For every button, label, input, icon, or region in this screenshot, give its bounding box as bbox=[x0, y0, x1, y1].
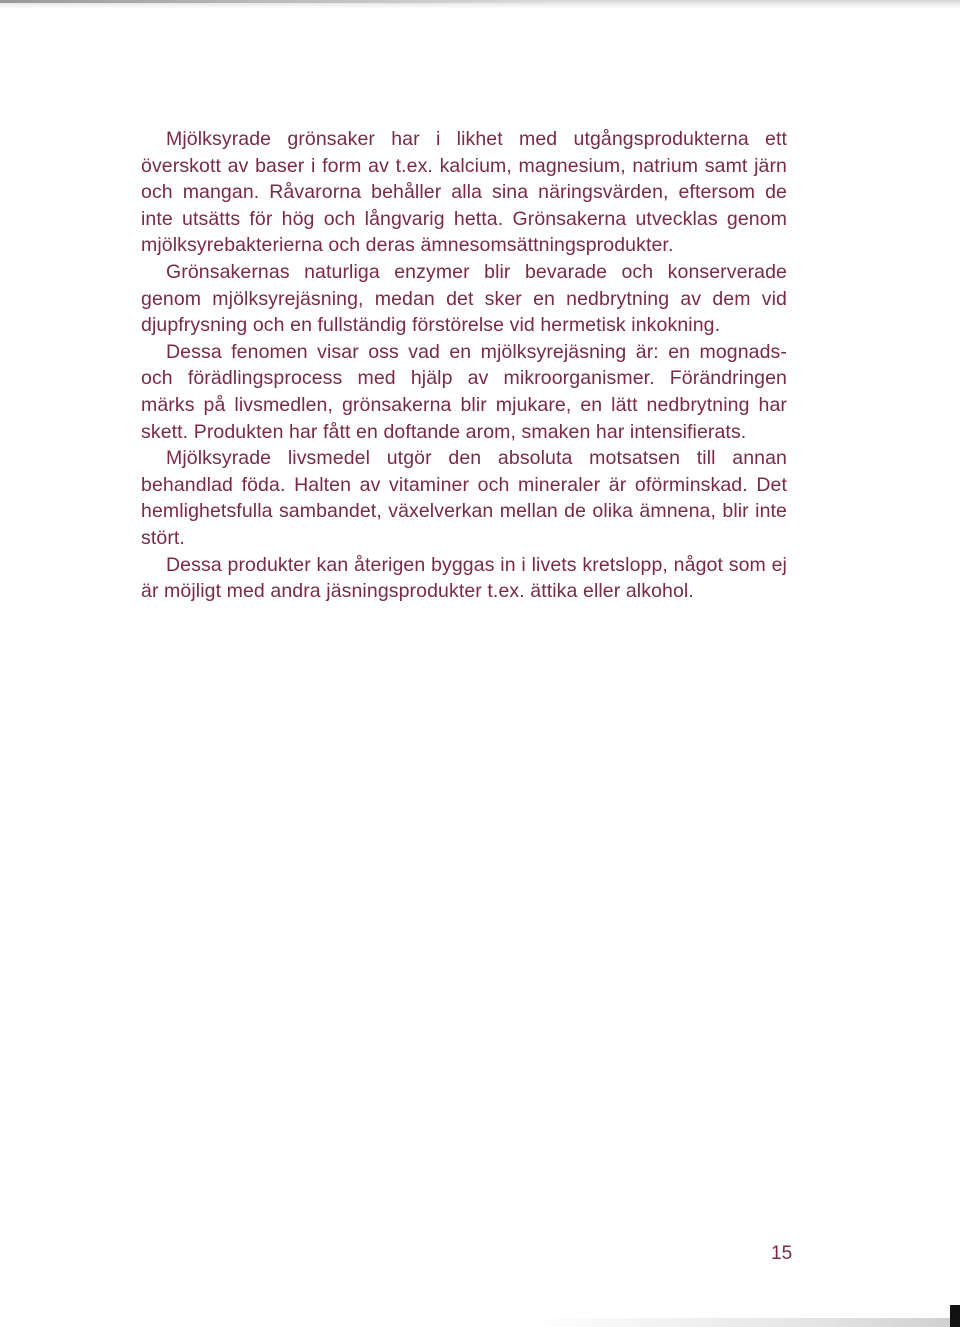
paragraph-5: Dessa produkter kan återigen byggas in i livets kretslopp, något som ej är möjligt med andra jäsningsprodukter t.ex. ättika eller alkohol. bbox=[141, 553, 787, 603]
scan-top-shadow bbox=[0, 0, 560, 3]
paragraph-2: Grönsakernas naturliga enzymer blir bevarade och konserverade genom mjölksyrejäsning, medan det sker en nedbrytning av dem vid djupfrysning och en fullständig förstörelse vid hermetisk inkokning. bbox=[141, 260, 787, 337]
paragraph-4: Mjölksyrade livsmedel utgör den absoluta motsatsen till annan behandlad föda. Halten av vitaminer och mineraler är oförminskad. Det hemlighetsfulla sambandet, växelverkan mellan de olika ämnena, blir inte stört. bbox=[141, 447, 787, 549]
body-text bbox=[141, 126, 787, 605]
paragraph-1: Mjölksyrade grönsaker har i likhet med utgångsprodukterna ett överskott av baser i form av t.ex. kalcium, magnesium, natrium samt järn och mangan. Råvarorna behåller alla sina näringsvärden, eftersom de inte utsätts för hög och långvarig hetta. Grönsakerna utvecklas genom mjölksyrebakterierna och deras ämnesomsättningsprodukter. bbox=[141, 128, 787, 257]
page-number: 15 bbox=[771, 1243, 793, 1264]
scan-corner-mark bbox=[950, 1305, 960, 1327]
paragraph-3: Dessa fenomen visar oss vad en mjölksyrejäsning är: en mognads- och förädlingsprocess med hjälp av mikroorganismer. Förändringen märks på livsmedlen, grönsakerna blir mjukare, en lätt nedbrytning har skett. Produkten har fått en doftande arom, smaken har intensifierats. bbox=[141, 340, 787, 443]
scan-bottom-edge bbox=[0, 1318, 960, 1327]
